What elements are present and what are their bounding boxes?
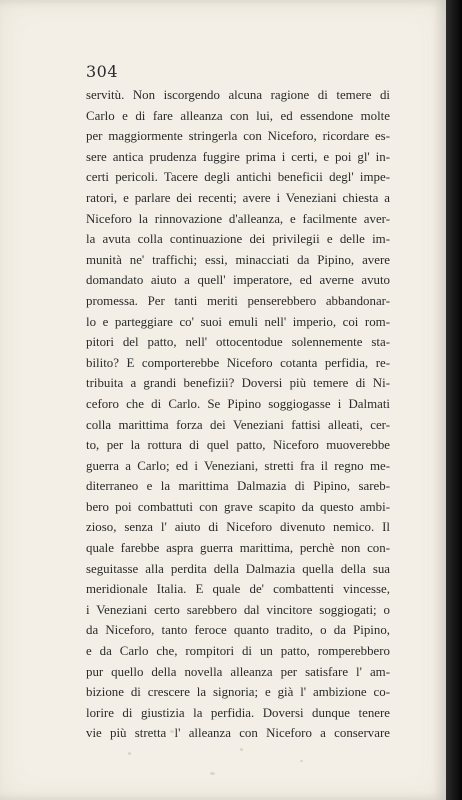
text-line: promessa. Per tanti meriti penserebbero abbandonar- <box>86 293 390 308</box>
text-line: bizione di crescere la signoria; e già l' ambizione co- <box>86 685 390 700</box>
text-line: munità ne' traffichi; essi, minacciati da Pipino, avere <box>86 252 390 267</box>
text-line: guerra a Carlo; ed i Veneziani, stretti fra il regno me- <box>86 458 390 473</box>
page-number: 304 <box>86 62 119 81</box>
paper-speck <box>300 760 303 762</box>
text-line: pur quello della novella alleanza per satisfare l' am- <box>86 664 390 679</box>
text-line: meridionale Italia. E quale de' combattenti vincesse, <box>86 582 390 597</box>
text-line: colla marittima forza dei Veneziani fattisi alleati, cer- <box>86 417 390 432</box>
text-line: e da Carlo che, rompitori di un patto, romperebbero <box>86 644 390 659</box>
text-line: ceforo che di Carlo. Se Pipino soggiogasse i Dalmati <box>86 396 390 411</box>
text-line: i Veneziani certo sarebbero dal vincitore soggiogati; o <box>86 602 390 617</box>
text-line: tribuita a grandi benefizii? Doversi più temere di Ni- <box>86 376 390 391</box>
text-line: servitù. Non iscorgendo alcuna ragione di temere di <box>86 88 390 102</box>
text-line: per maggiormente stringerla con Niceforo, ricordare es- <box>86 129 390 144</box>
text-line: to, per la rottura di quel patto, Niceforo muoverebbe <box>86 438 390 453</box>
text-line: lorire di giustizia la perfidia. Doversi dunque tenere <box>86 705 390 720</box>
text-line: seguitasse alla perdita della Dalmazia quella della sua <box>86 561 390 576</box>
text-line: bilito? E comporterebbe Niceforo cotanta perfidia, re- <box>86 355 390 370</box>
text-line: diterraneo e la marittima Dalmazia di Pipino, sareb- <box>86 479 390 494</box>
paper-speck <box>240 748 243 751</box>
text-line: pitori del patto, nell' ottocentodue solennemente sta- <box>86 335 390 350</box>
text-line: quale farebbe aspra guerra marittima, perchè non con- <box>86 541 390 556</box>
text-line: da Niceforo, tanto feroce quanto tradito, o da Pipino, <box>86 623 390 638</box>
paper-speck <box>128 752 131 755</box>
book-spine-shadow <box>446 0 462 800</box>
paper-speck <box>170 730 174 733</box>
text-line: domandato aiuto a quell' imperatore, ed averne avuto <box>86 273 390 288</box>
text-line: sere antica prudenza fuggire prima i certi, e poi gl' in- <box>86 149 390 164</box>
text-line: bero poi combattuti con grave scapito da questo ambi- <box>86 499 390 514</box>
text-line: certi pericoli. Tacere degli antichi beneficii degl' impe- <box>86 170 390 185</box>
text-line: zioso, senza l' aiuto di Niceforo divenuto nemico. Il <box>86 520 390 535</box>
text-line: Carlo e di fare alleanza con lui, ed essendone molte <box>86 108 390 123</box>
text-line: vie più stretta l' alleanza con Niceforo a conservare <box>86 726 390 741</box>
text-line: Niceforo la rinnovazione d'alleanza, e facilmente aver- <box>86 211 390 226</box>
paper-speck <box>210 772 215 775</box>
text-line: ratori, e parlare dei recenti; avere i Veneziani chiesta a <box>86 190 390 205</box>
text-line: lo e parteggiare co' suoi emuli nell' imperio, coi rom- <box>86 314 390 329</box>
body-text <box>86 85 390 744</box>
text-line: la avuta colla continuazione dei privilegii e delle im- <box>86 232 390 247</box>
